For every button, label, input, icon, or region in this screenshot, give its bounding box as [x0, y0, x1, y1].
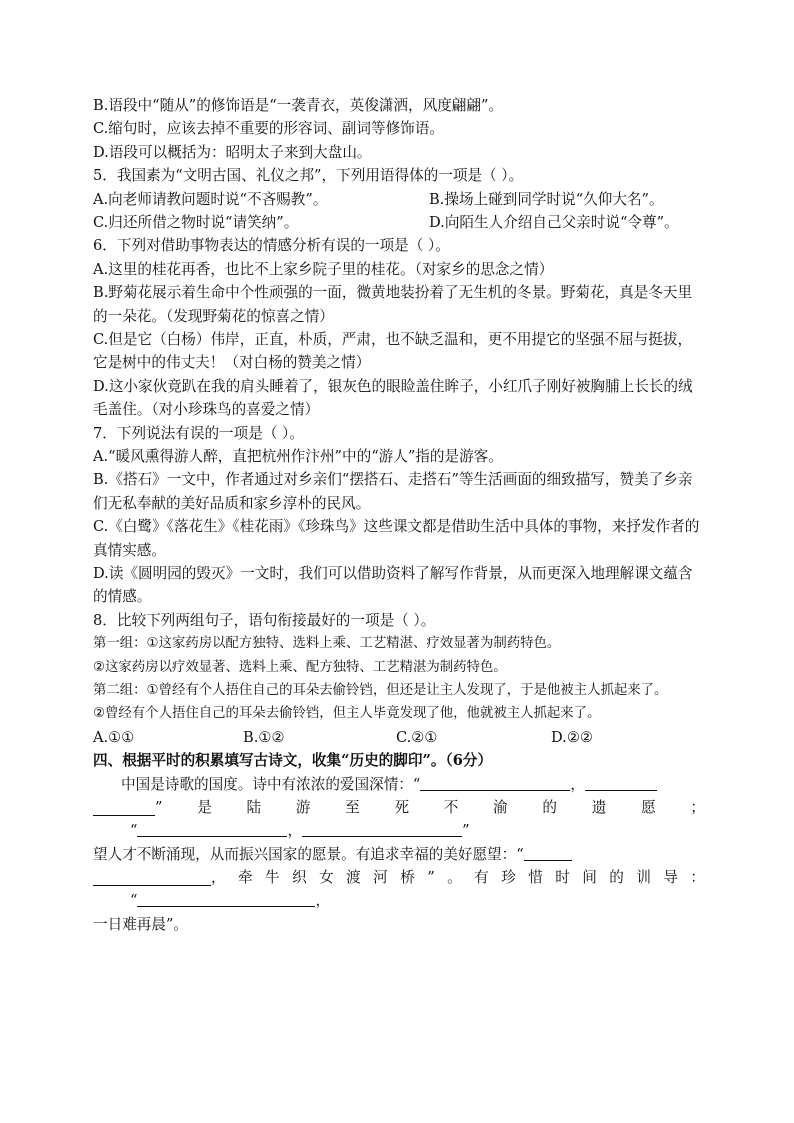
page-content: [93, 94, 705, 936]
blank-2-start[interactable]: [585, 774, 657, 791]
q8-group1-sentence1: 第一组：①这家药房以配方独特、选料上乘、工艺精湛、疗效显著为制药特色。: [93, 636, 561, 652]
poem-line5-text: ，牵牛织女渡河桥”。有珍惜时间的训导：: [211, 869, 705, 887]
poem-line6-comma: ，: [315, 892, 331, 910]
q8-options-row: [93, 726, 705, 749]
q8-option-d: D.②②: [551, 728, 593, 746]
q5-option-d: D.向陌生人介绍自己父亲时说“令尊”。: [429, 213, 679, 231]
poem-paragraph-line-7: 一日难再晨”。: [93, 915, 189, 933]
q8-option-a: A.①①: [93, 728, 135, 746]
q7-option-d: D.读《圆明园的毁灭》一文时，我们可以借助资料了解写作背景，从而更深入地理解课文蕴含的情感。: [93, 564, 693, 606]
q4-option-b: B.语段中“随从”的修饰语是“一袭青衣，英俊潇洒，风度翩翩”。: [93, 97, 504, 114]
blank-6[interactable]: [137, 890, 315, 907]
q6-option-d: D.这小家伙竟趴在我的肩头睡着了，银灰色的眼睑盖住眸子，小红爪子刚好被胸脯上长长的绒毛盖住。（对小珍珠鸟的喜爱之情）: [93, 377, 693, 419]
blank-2-end[interactable]: [93, 799, 155, 816]
blank-4[interactable]: [302, 820, 462, 837]
q4-option-d: D.语段可以概括为：昭明太子来到大盘山。: [93, 143, 372, 161]
poem-paragraph-line-2: [93, 796, 705, 819]
q8-option-c: C.②①: [396, 728, 438, 746]
q5-options-row-1: [93, 188, 705, 211]
q5-options-row-2: [93, 211, 705, 234]
q6-option-c: C.但是它（白杨）伟岸，正直，朴质，严肃，也不缺乏温和，更不用提它的坚强不屈与挺拔，它是树中的伟丈夫！（对白杨的赞美之情）: [93, 330, 693, 372]
q6-option-b: B.野菊花展示着生命中个性顽强的一面，微黄地装扮着了无生机的冬景。野菊花，真是冬天里的一朵花。（发现野菊花的惊喜之情）: [93, 284, 693, 325]
poem-line1-text: 中国是诗歌的国度。诗中有浓浓的爱国深情：“: [121, 775, 421, 793]
q5-option-a: A.向老师请教问题时说“不吝赐教”。: [93, 190, 328, 208]
blank-1[interactable]: [420, 774, 570, 791]
poem-line2-text: ”是陆游至死不渝的遗愿；: [155, 798, 705, 816]
poem-paragraph-line-1: [93, 773, 705, 796]
section-4-heading: 四、根据平时的积累填写古诗文，收集“历史的脚印”。（6分）: [93, 752, 493, 770]
poem-paragraph-line-5: [93, 866, 705, 889]
poem-paragraph-line-4: [93, 843, 705, 866]
q8-group1-sentence2: ②这家药房以疗效显著、选料上乘、配方独特、工艺精湛为制药特色。: [93, 659, 507, 675]
poem-paragraph-line-3: [93, 819, 705, 842]
poem-paragraph-line-6: [93, 889, 705, 912]
blank-5-end[interactable]: [93, 869, 211, 886]
q5-option-b: B.操场上碰到同学时说“久仰大名”。: [429, 190, 664, 208]
poem-line4-text: 望人才不断涌现，从而振兴国家的愿景。有追求幸福的美好愿望：“: [93, 845, 524, 863]
poem-line3-close-quote: ”: [462, 822, 470, 840]
q7-stem: 7．下列说法有误的一项是（ ）。: [93, 424, 304, 442]
q8-option-b: B.①②: [243, 728, 285, 746]
q8-group2-sentence2: ②曾经有个人捂住自己的耳朵去偷铃铛，但主人毕竟发现了他，他就被主人抓起来了。: [93, 706, 601, 722]
q5-stem: 5．我国素为“文明古国、礼仪之邦”，下列用语得体的一项是（ ）。: [93, 167, 524, 185]
poem-line3-open-quote: “: [130, 822, 138, 840]
q5-option-c: C.归还所借之物时说“请笑纳”。: [93, 213, 299, 231]
q7-option-a: A.“暖风熏得游人醉，直把杭州作汴州”中的“游人”指的是游客。: [93, 447, 503, 465]
q8-stem: 8．比较下列两组句子，语句衔接最好的一项是（ ）。: [93, 611, 436, 629]
poem-line6-open-quote: “: [130, 892, 138, 910]
q8-group2-sentence1: 第二组：①曾经有个人捂住自己的耳朵去偷铃铛，但还是让主人发现了，于是他被主人抓起来了。: [93, 682, 668, 698]
q6-stem: 6．下列对借助事物表达的情感分析有误的一项是（ ）。: [93, 237, 450, 255]
q4-option-c: C.缩句时，应该去掉不重要的形容词、副词等修饰语。: [93, 120, 444, 138]
q7-option-b: B.《搭石》一文中，作者通过对乡亲们“摆搭石、走搭石”等生活画面的细致描写，赞美了乡亲们无私奉献的美好品质和家乡淳朴的民风。: [93, 471, 693, 512]
poem-line1-comma: ，: [570, 775, 585, 793]
q7-option-c: C.《白鹭》《落花生》《桂花雨》《珍珠鸟》这些课文都是借助生活中具体的事物，来抒发作者的真情实感。: [93, 518, 700, 559]
blank-5-start[interactable]: [524, 844, 572, 861]
poem-line3-comma: ，: [287, 822, 303, 840]
blank-3[interactable]: [137, 820, 287, 837]
q6-option-a: A.这里的桂花再香，也比不上家乡院子里的桂花。（对家乡的思念之情）: [93, 260, 554, 278]
